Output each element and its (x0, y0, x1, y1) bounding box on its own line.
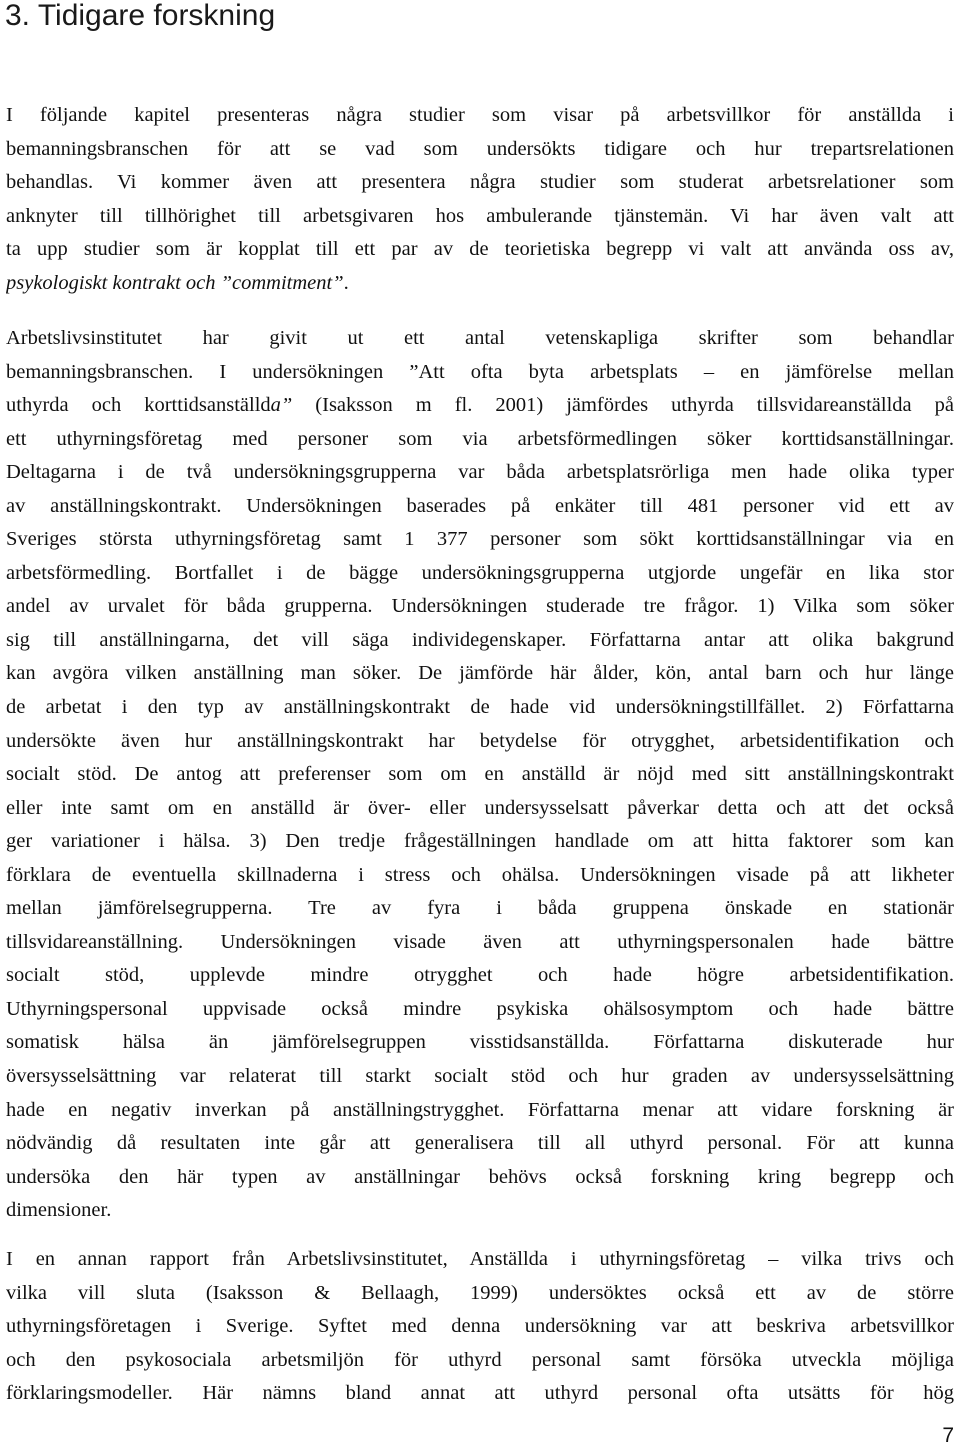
text-line: förklaringsmodeller. Här nämns bland annat att uthyrd personal ofta utsätts för hög (6, 1382, 954, 1405)
text-line: Deltagarna i de två undersökningsgrupperna var båda arbetsplatsrörliga men hade olika typer (6, 461, 954, 484)
text-line: av anställningskontrakt. Undersökningen baserades på enkäter till 481 personer vid ett av (6, 494, 954, 517)
sentence-end: . (343, 271, 349, 294)
paragraph-intro (6, 99, 954, 300)
text-line: anknyter till tillhörighet till arbetsgivaren hos ambulerande tjänstemän. Vi har även valt att (6, 204, 954, 227)
page-number: 7 (942, 1424, 954, 1447)
text-line: I följande kapitel presenteras några studier som visar på arbetsvillkor för anställda i (6, 104, 954, 126)
text-line: bemanningsbranschen för att se vad som undersökts tidigare och hur trepartsrelationen (6, 137, 954, 160)
text-line: somatisk hälsa än jämförelsegruppen visstidsanställda. Författarna diskuterade hur (6, 1031, 954, 1054)
text-line: uthyrningsföretagen i Sverige. Syftet med denna undersökning var att beskriva arbetsvillkor (6, 1315, 954, 1338)
text-line: eller inte samt om en anställd är över- eller undersysselsatt påverkar detta och att det också (6, 796, 954, 819)
text-line: Sveriges största uthyrningsföretag samt 1 377 personer som sökt korttidsanställningar via en (6, 528, 954, 551)
text-line: undersökte även hur anställningskontrakt har betydelse för otrygghet, arbetsidentifikation och (6, 729, 954, 752)
text-line: ett uthyrningsföretag med personer som via arbetsförmedlingen söker korttidsanställningar. (6, 427, 954, 450)
title-end-italic: a” (270, 394, 293, 417)
text-line: arbetsförmedling. Bortfallet i de bägge undersökningsgrupperna utgjorde ungefär en lika stor (6, 561, 954, 584)
text-line: översysselsättning var relaterat till starkt socialt stöd och hur graden av undersysselsättning (6, 1065, 954, 1088)
text-line: ta upp studier som är kopplat till ett par av de teorietiska begrepp vi valt att använda oss av, (6, 238, 954, 261)
text-line: sig till anställningarna, det vill säga individegenskaper. Författarna antar att olika bakgrund (6, 628, 954, 651)
text-line: Uthyrningspersonal uppvisade också mindre psykiska ohälsosymptom och hade bättre (6, 997, 954, 1020)
text-line (6, 267, 954, 301)
text-line: tillsvidareanställning. Undersökningen visade även att uthyrningspersonalen hade bättre (6, 930, 954, 953)
text-line: undersöka den här typen av anställningar behövs också forskning kring begrepp och (6, 1165, 954, 1188)
text-line: de arbetat i den typ av anställningskontrakt de hade vid undersökningstillfället. 2) Författarna (6, 696, 954, 719)
text-line: kan avgöra vilken anställning man söker. De jämförde här ålder, kön, antal barn och hur länge (6, 662, 954, 685)
line-rest: (Isaksson m fl. 2001) jämfördes uthyrda tillsvidareanställda på (292, 394, 954, 417)
section-heading: 3. Tidigare forskning (5, 0, 276, 32)
text-line: behandlas. Vi kommer även att presentera några studier som studerat arbetsrelationer som (6, 171, 954, 194)
text-line (6, 389, 954, 423)
emphasized-terms: psykologiskt kontrakt och ”commitment” (6, 271, 344, 294)
text-line: andel av urvalet för båda grupperna. Undersökningen studerade tre frågor. 1) Vilka som söker (6, 595, 954, 618)
text-line: och den psykosociala arbetsmiljön för uthyrd personal samt försöka utveckla möjliga (6, 1348, 954, 1371)
text-line: socialt stöd, upplevde mindre otrygghet och hade högre arbetsidentifikation. (6, 964, 954, 987)
text-line: bemanningsbranschen. I undersökningen ”Att ofta byta arbetsplats – en jämförelse mellan (6, 360, 954, 383)
text-line: I en annan rapport från Arbetslivsinstitutet, Anställda i uthyrningsföretag – vilka trivs och (6, 1248, 954, 1270)
text-line: socialt stöd. De antog att preferenser som om en anställd är nöjd med sitt anställningskontrakt (6, 763, 954, 786)
text-line: Arbetslivsinstitutet har givit ut ett antal vetenskapliga skrifter som behandlar (6, 327, 954, 349)
text-line: vilka vill sluta (Isaksson & Bellaagh, 1999) undersöktes också ett av de större (6, 1281, 954, 1304)
text-line: förklara de eventuella skillnaderna i stress och ohälsa. Undersökningen visade på att likheter (6, 863, 954, 886)
text-line: dimensioner. (6, 1199, 112, 1222)
text-line: mellan jämförelsegrupperna. Tre av fyra i båda gruppena önskade en stationär (6, 897, 954, 920)
paragraph-annan-rapport (6, 1243, 954, 1411)
text-line: hade en negativ inverkan på anställningstrygghet. Författarna menar att vidare forskning är (6, 1098, 954, 1121)
paragraph-arbetslivsinstitutet (6, 322, 954, 1228)
line-start: uthyrda och korttidsanställd (6, 394, 271, 417)
text-line: ger variationer i hälsa. 3) Den tredje frågeställningen handlade om att hitta faktorer som kan (6, 830, 954, 853)
text-line: nödvändig då resultaten inte går att generalisera till all uthyrd personal. För att kunna (6, 1132, 954, 1155)
